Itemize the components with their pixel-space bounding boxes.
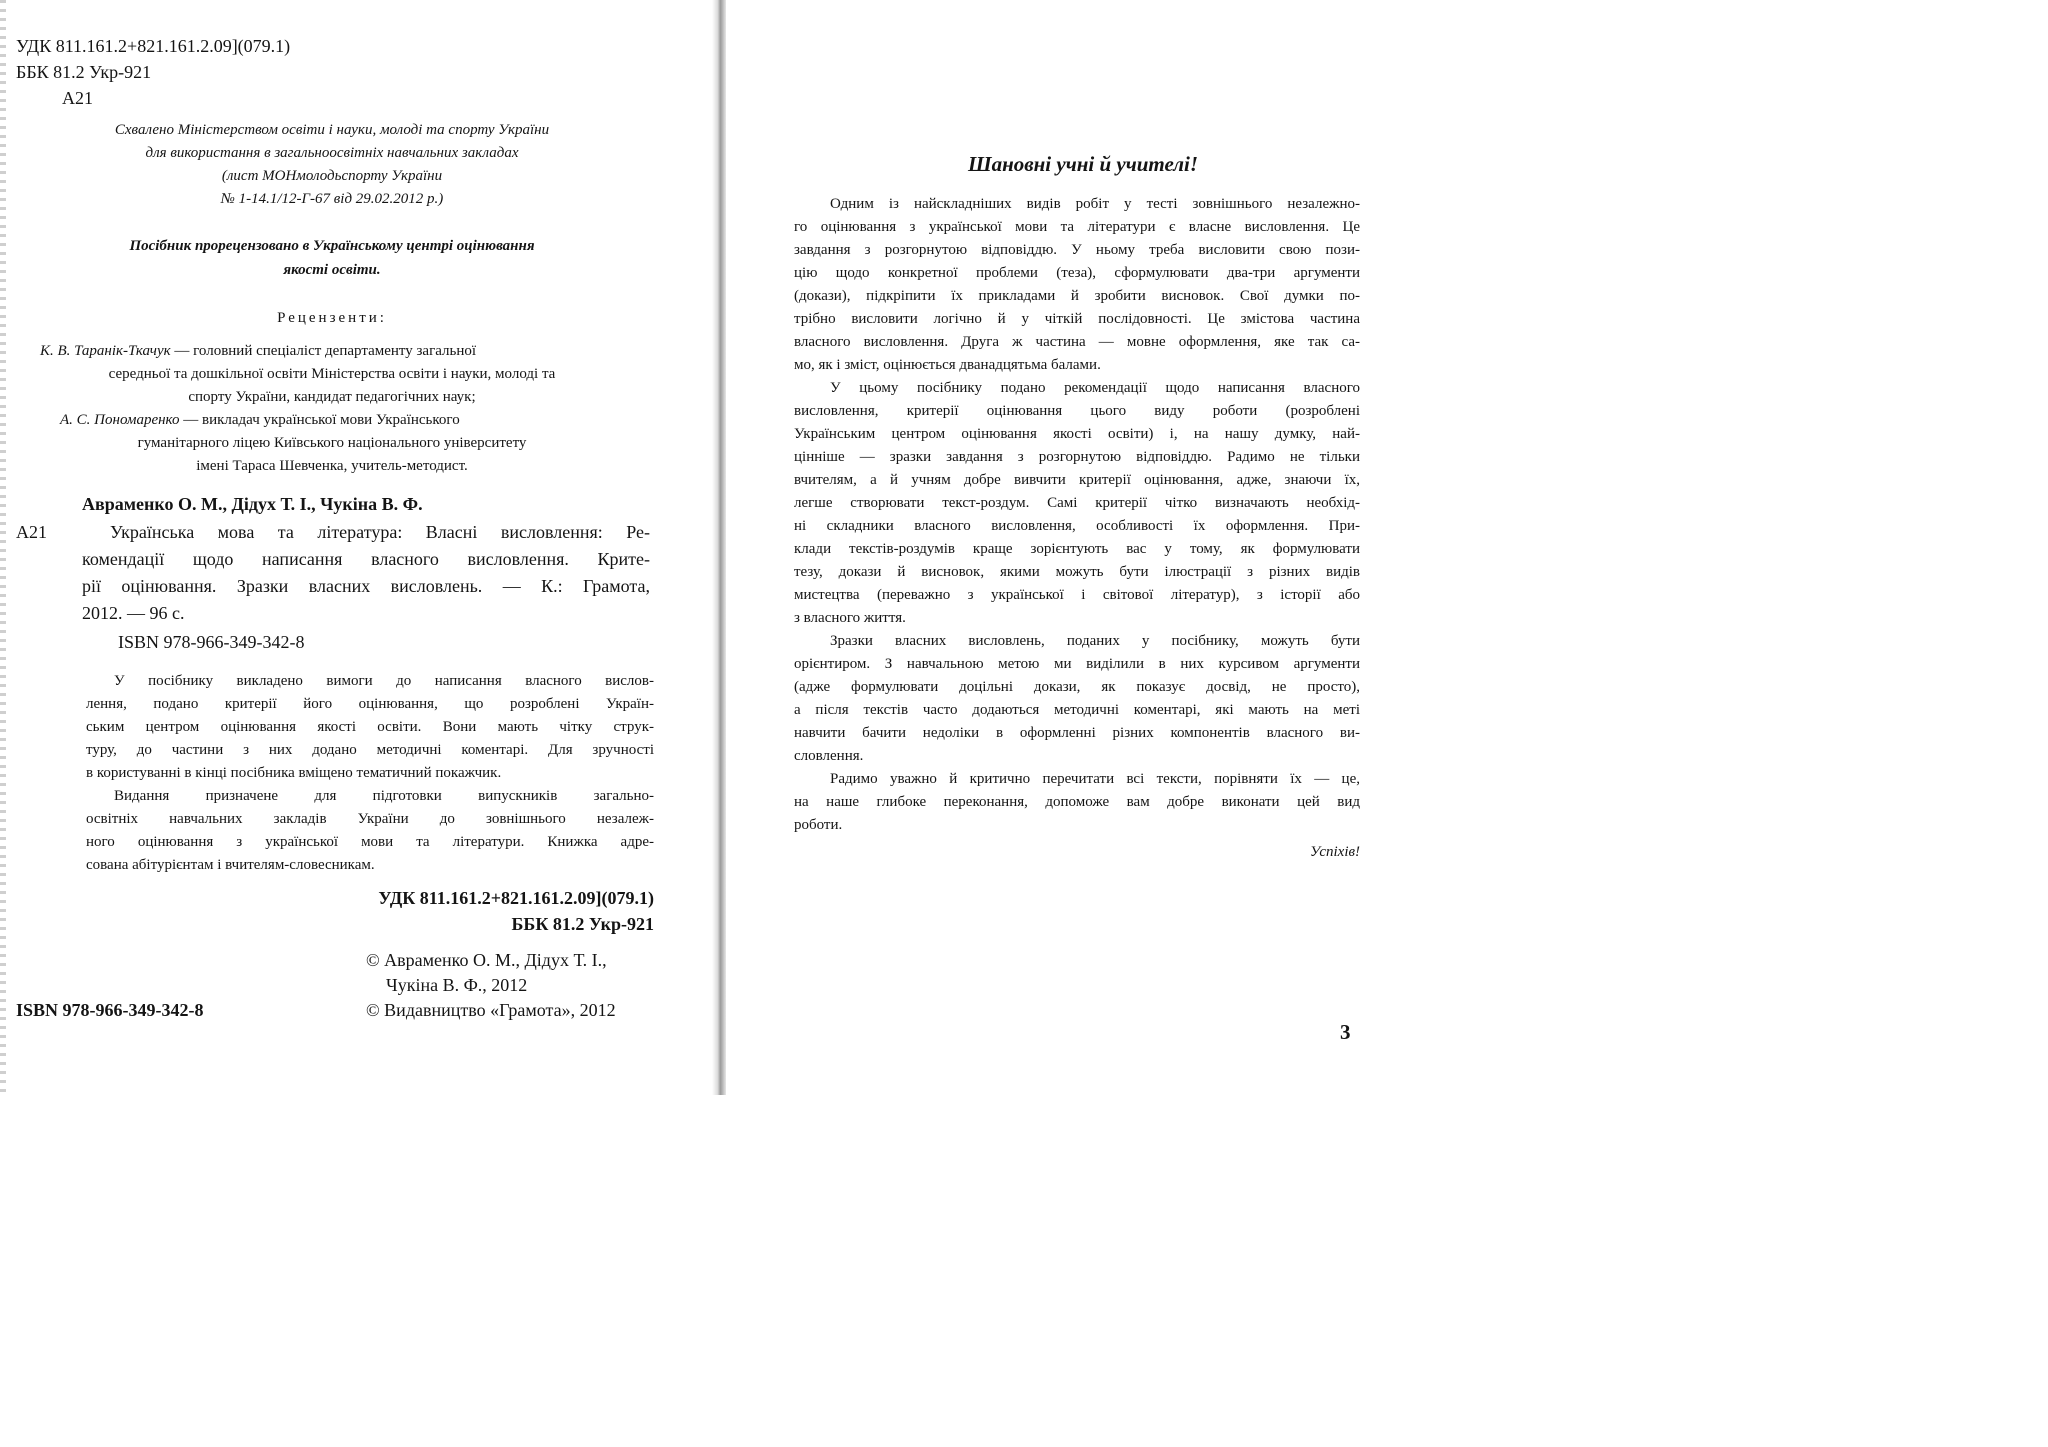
index-top: А21 xyxy=(62,88,93,108)
review-note-line-2: якості освіти. xyxy=(283,262,381,278)
signoff: Успіхів! xyxy=(1309,844,1360,860)
body-line: го оцінювання з української мови та літератури є власне висловлення. Це xyxy=(794,219,1360,235)
reviewer-name: К. В. Таранік-Ткачук xyxy=(40,343,171,359)
reviewer-line: імені Тараса Шевченка, учитель-методист. xyxy=(196,458,468,474)
body-line: мистецтва (переважно з української і світової літератур), з історії або xyxy=(794,587,1360,603)
body-line: цію щодо конкретної проблеми (теза), сформулювати два-три аргументи xyxy=(794,265,1360,281)
index-side: А21 xyxy=(16,522,47,542)
body-line: (адже формулювати доцільні докази, як показує досвід, не просто), xyxy=(794,679,1360,695)
page-number: 3 xyxy=(1340,1020,1351,1044)
reviewer-line: спорту України, кандидат педагогічних наук; xyxy=(188,389,476,405)
reviewer-line xyxy=(40,343,476,360)
reviewer-text: — викладач української мови Українського xyxy=(179,412,460,428)
body-line: Радимо уважно й критично перечитати всі тексти, порівняти їх — це, xyxy=(830,771,1360,787)
approval-line-4: № 1-14.1/12-Г-67 від 29.02.2012 р.) xyxy=(220,191,444,207)
isbn-bold: ISBN 978-966-349-342-8 xyxy=(16,1000,204,1020)
bibliographic-line: 2012. — 96 с. xyxy=(82,603,185,623)
body-line: завдання з розгорнутою відповіддю. У ньому треба висловити свою пози- xyxy=(794,242,1360,258)
body-line: навчити бачити недоліки в оформленні різних компонентів власного ви- xyxy=(794,725,1360,741)
abstract-line: У посібнику викладено вимоги до написання власного вислов- xyxy=(114,673,654,689)
authors: Авраменко О. М., Дідух Т. І., Чукіна В. Ф. xyxy=(82,494,423,514)
body-line: з власного життя. xyxy=(794,610,906,626)
reviewer-name: А. С. Пономаренко xyxy=(60,412,180,428)
body-line: висловлення, критерії оцінювання цього виду роботи (розроблені xyxy=(794,403,1360,419)
body-line: клади текстів-роздумів краще зорієнтують вас у тому, як формулювати xyxy=(794,541,1360,557)
body-line: Одним із найскладніших видів робіт у тесті зовнішнього незалежно- xyxy=(830,196,1360,212)
abstract-line: лення, подано критерії його оцінювання, що розроблені Україн- xyxy=(86,696,654,712)
body-line: (докази), підкріпити їх прикладами й зробити висновок. Свої думки по- xyxy=(794,288,1360,304)
copyright-line: © Авраменко О. М., Дідух Т. І., xyxy=(366,950,607,970)
bbk-top: ББК 81.2 Укр-921 xyxy=(16,62,152,82)
body-line: легше створювати текст-роздум. Самі критерії чітко визначають необхід- xyxy=(794,495,1360,511)
right-page xyxy=(730,0,2048,1095)
body-line: на наше глибоке переконання, допоможе вам добре виконати цей вид xyxy=(794,794,1360,810)
bbk-bottom: ББК 81.2 Укр-921 xyxy=(511,914,654,934)
body-line: У цьому посібнику подано рекомендації щодо написання власного xyxy=(830,380,1360,396)
body-line: Українським центром оцінювання якості освіти) і, на нашу думку, най- xyxy=(794,426,1360,442)
abstract-line: ським центром оцінювання якості освіти. Вони мають чітку струк- xyxy=(86,719,654,735)
body-line: роботи. xyxy=(794,817,843,833)
review-note-line-1: Посібник прорецензовано в Українському центрі оцінювання xyxy=(129,238,535,254)
body-line: а після текстів часто додаються методичні коментарі, які мають на меті xyxy=(794,702,1360,718)
abstract-line: Видання призначене для підготовки випускників загально- xyxy=(114,788,654,804)
body-line: тезу, докази й висновок, якими можуть бути ілюстрації з різних видів xyxy=(794,564,1360,580)
body-line: мо, як і зміст, оцінюється дванадцятьма балами. xyxy=(794,357,1101,373)
abstract-line: ного оцінювання з української мови та літератури. Книжка адре- xyxy=(86,834,654,850)
approval-line-1: Схвалено Міністерством освіти і науки, молоді та спорту України xyxy=(114,122,550,138)
bibliographic-line: Українська мова та література: Власні висловлення: Ре- xyxy=(110,522,650,542)
reviewer-text: — головний спеціаліст департаменту загальної xyxy=(170,343,477,359)
approval-line-3: (лист МОНмолодьспорту України xyxy=(221,168,443,184)
abstract-line: в користуванні в кінці посібника вміщено тематичний покажчик. xyxy=(86,765,502,781)
reviewer-line: середньої та дошкільної освіти Міністерства освіти і науки, молоді та xyxy=(108,366,556,382)
abstract-line: освітніх навчальних закладів України до зовнішнього незалеж- xyxy=(86,811,654,827)
udk-top: УДК 811.161.2+821.161.2.09](079.1) xyxy=(16,36,291,56)
bibliographic-line: рії оцінювання. Зразки власних висловлень. — К.: Грамота, xyxy=(82,576,650,596)
reviewers-heading: Рецензенти: xyxy=(277,310,387,326)
approval-line-2: для використання в загальноосвітніх навчальних закладах xyxy=(145,145,519,161)
bibliographic-line: комендації щодо написання власного висловлення. Крите- xyxy=(82,549,650,569)
abstract-line: туру, до частини з них додано методичні коментарі. Для зручності xyxy=(86,742,654,758)
copyright-line: © Видавництво «Грамота», 2012 xyxy=(366,1000,616,1020)
body-line: цінніше — зразки завдання з розгорнутою відповіддю. Радимо не тільки xyxy=(794,449,1360,465)
reviewer-line: гуманітарного ліцею Київського національного університету xyxy=(137,435,527,451)
udk-bottom: УДК 811.161.2+821.161.2.09](079.1) xyxy=(378,888,654,908)
body-line: власного висловлення. Друга ж частина — мовне оформлення, яке так са- xyxy=(794,334,1360,350)
body-line: вчителям, а й учням добре вивчити критерії оцінювання, адже, знаючи їх, xyxy=(794,472,1360,488)
body-line: трібно висловити логічно й у чіткій послідовності. Це змістова частина xyxy=(794,311,1360,327)
body-line: Зразки власних висловлень, поданих у посібнику, можуть бути xyxy=(830,633,1360,649)
reviewer-line xyxy=(60,412,460,429)
body-line: словлення. xyxy=(794,748,864,764)
body-line: орієнтиром. З навчальною метою ми виділили в них курсивом аргументи xyxy=(794,656,1360,672)
copyright-line: Чукіна В. Ф., 2012 xyxy=(386,975,528,995)
abstract-line: сована абітурієнтам і вчителям-словесникам. xyxy=(86,857,375,873)
isbn-small: ISBN 978-966-349-342-8 xyxy=(118,632,305,652)
body-line: ні складники власного висловлення, особливості їх оформлення. При- xyxy=(794,518,1360,534)
left-page xyxy=(0,0,720,1095)
greeting-heading: Шановні учні й учителі! xyxy=(967,152,1199,176)
